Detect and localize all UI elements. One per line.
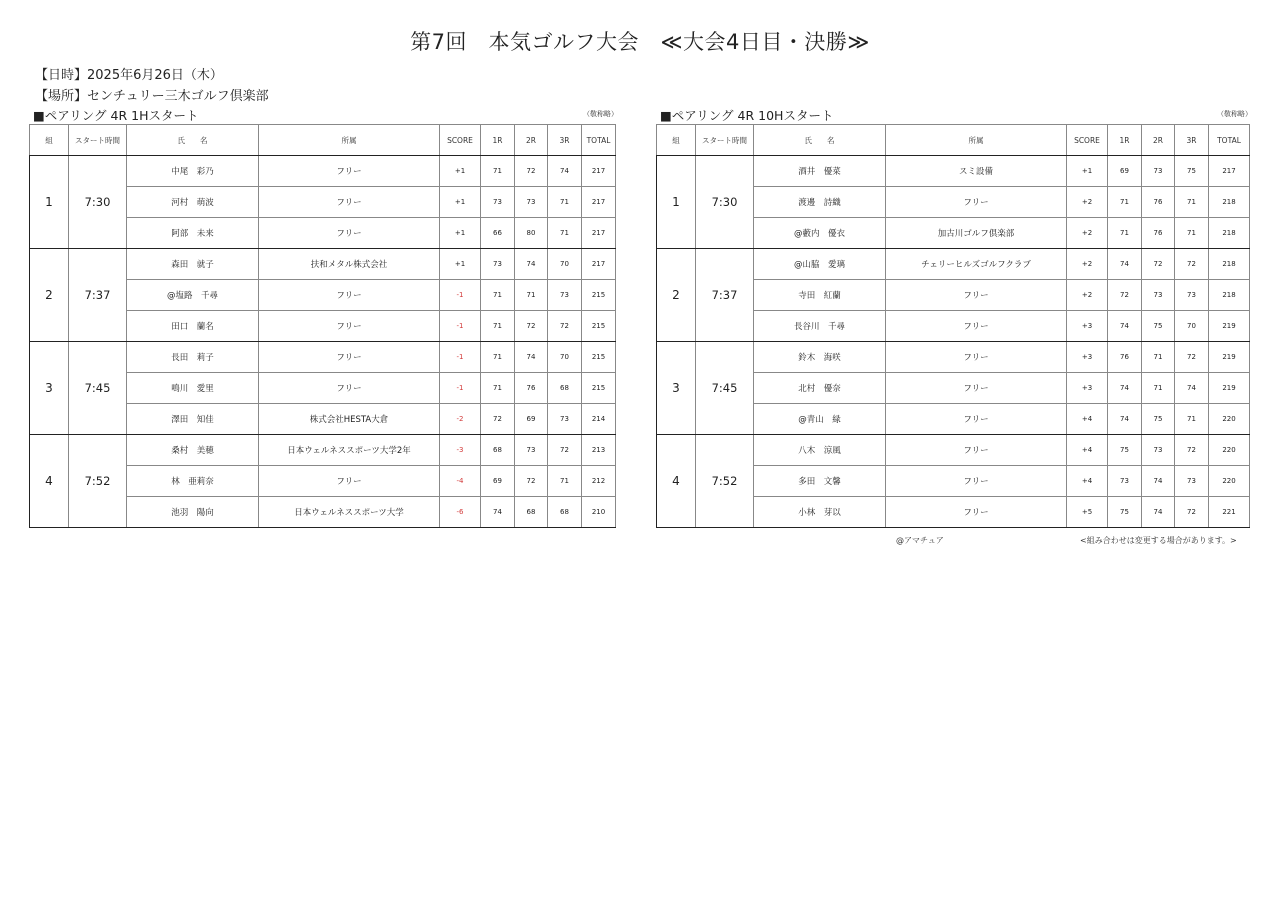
col-header-r3: 3R (548, 125, 582, 156)
round2-score: 72 (515, 311, 548, 342)
total-score: 217 (582, 218, 616, 249)
start-time: 7:30 (696, 156, 754, 249)
player-affiliation: フリー (886, 435, 1067, 466)
total-score: 219 (1209, 311, 1250, 342)
total-score: 215 (582, 311, 616, 342)
round2-score: 73 (1142, 280, 1175, 311)
round1-score: 71 (481, 342, 515, 373)
round1-score: 71 (1108, 218, 1142, 249)
pairing-table-10h (656, 124, 1250, 528)
player-name: 酒井 優菜 (754, 156, 886, 187)
total-score: 220 (1209, 435, 1250, 466)
player-affiliation: フリー (886, 497, 1067, 528)
round1-score: 74 (1108, 249, 1142, 280)
round2-score: 74 (1142, 466, 1175, 497)
player-score: +1 (440, 249, 481, 280)
total-score: 218 (1209, 280, 1250, 311)
player-row (30, 156, 616, 187)
col-header-score: SCORE (440, 125, 481, 156)
player-name: 河村 萌波 (127, 187, 259, 218)
player-affiliation: フリー (259, 311, 440, 342)
round2-score: 74 (515, 249, 548, 280)
player-score: +4 (1067, 435, 1108, 466)
player-row (657, 249, 1250, 280)
group-number: 1 (30, 156, 69, 249)
total-score: 217 (582, 156, 616, 187)
round1-score: 74 (1108, 311, 1142, 342)
round2-score: 71 (1142, 342, 1175, 373)
player-affiliation: フリー (886, 187, 1067, 218)
group-number: 4 (657, 435, 696, 528)
start-time: 7:37 (69, 249, 127, 342)
start-time: 7:37 (696, 249, 754, 342)
player-score: -3 (440, 435, 481, 466)
start-time: 7:52 (69, 435, 127, 528)
round3-score: 68 (548, 373, 582, 404)
total-score: 218 (1209, 187, 1250, 218)
round1-score: 71 (481, 280, 515, 311)
col-header-r2: 2R (1142, 125, 1175, 156)
player-affiliation: 加古川ゴルフ倶楽部 (886, 218, 1067, 249)
round1-score: 74 (481, 497, 515, 528)
player-score: +2 (1067, 280, 1108, 311)
total-score: 220 (1209, 404, 1250, 435)
total-score: 213 (582, 435, 616, 466)
round1-score: 69 (1108, 156, 1142, 187)
player-name: 桑村 美穂 (127, 435, 259, 466)
player-score: -4 (440, 466, 481, 497)
start-time: 7:45 (696, 342, 754, 435)
col-header-total: TOTAL (1209, 125, 1250, 156)
round2-score: 76 (1142, 187, 1175, 218)
total-score: 217 (582, 249, 616, 280)
player-score: +3 (1067, 373, 1108, 404)
group-number: 3 (657, 342, 696, 435)
round2-score: 73 (515, 187, 548, 218)
player-name: 田口 蘭名 (127, 311, 259, 342)
round3-score: 70 (548, 342, 582, 373)
round2-score: 76 (1142, 218, 1175, 249)
group-number: 1 (657, 156, 696, 249)
player-score: +1 (1067, 156, 1108, 187)
round3-score: 72 (1175, 342, 1209, 373)
player-row (30, 342, 616, 373)
col-header-affiliation: 所属 (886, 125, 1067, 156)
total-score: 218 (1209, 218, 1250, 249)
round2-score: 73 (515, 435, 548, 466)
total-score: 215 (582, 342, 616, 373)
player-name: @塩路 千尋 (127, 280, 259, 311)
player-name: 長谷川 千尋 (754, 311, 886, 342)
player-row (657, 435, 1250, 466)
change-note: <組み合わせは変更する場合があります。> (1080, 536, 1237, 545)
player-affiliation: フリー (259, 342, 440, 373)
round2-score: 76 (515, 373, 548, 404)
round1-score: 73 (481, 249, 515, 280)
player-score: -6 (440, 497, 481, 528)
player-affiliation: フリー (259, 218, 440, 249)
round3-score: 71 (1175, 218, 1209, 249)
total-score: 210 (582, 497, 616, 528)
col-header-r2: 2R (515, 125, 548, 156)
player-name: 澤田 知佳 (127, 404, 259, 435)
round3-score: 71 (1175, 404, 1209, 435)
round2-score: 74 (515, 342, 548, 373)
total-score: 214 (582, 404, 616, 435)
total-score: 220 (1209, 466, 1250, 497)
player-name: 中尾 彩乃 (127, 156, 259, 187)
round2-score: 69 (515, 404, 548, 435)
round2-score: 72 (515, 156, 548, 187)
round3-score: 75 (1175, 156, 1209, 187)
round2-score: 74 (1142, 497, 1175, 528)
player-affiliation: フリー (259, 373, 440, 404)
total-score: 212 (582, 466, 616, 497)
player-name: 長田 莉子 (127, 342, 259, 373)
total-score: 217 (582, 187, 616, 218)
round2-score: 68 (515, 497, 548, 528)
player-name: 北村 優奈 (754, 373, 886, 404)
round3-score: 71 (1175, 187, 1209, 218)
player-score: -1 (440, 342, 481, 373)
pairing-table-1h (29, 124, 616, 528)
player-affiliation: 株式会社HESTA大倉 (259, 404, 440, 435)
event-venue: 【場所】センチュリー三木ゴルフ倶楽部 (35, 89, 269, 104)
player-score: +2 (1067, 187, 1108, 218)
round2-score: 80 (515, 218, 548, 249)
start-time: 7:45 (69, 342, 127, 435)
player-name: @山脇 愛璃 (754, 249, 886, 280)
player-name: 森田 就子 (127, 249, 259, 280)
round3-score: 73 (548, 404, 582, 435)
total-score: 215 (582, 280, 616, 311)
player-affiliation: フリー (259, 156, 440, 187)
round3-score: 68 (548, 497, 582, 528)
player-name: 寺田 紅蘭 (754, 280, 886, 311)
round1-score: 73 (481, 187, 515, 218)
round1-score: 72 (1108, 280, 1142, 311)
col-header-group: 組 (657, 125, 696, 156)
table-header-row (657, 125, 1250, 156)
page-title: 第7回 本気ゴルフ大会 ≪大会4日目・決勝≫ (410, 30, 870, 54)
round1-score: 71 (481, 311, 515, 342)
honorific-note-1h: （敬称略） (583, 110, 618, 118)
player-score: +1 (440, 156, 481, 187)
round2-score: 75 (1142, 311, 1175, 342)
total-score: 219 (1209, 373, 1250, 404)
player-row (30, 249, 616, 280)
col-header-start: スタート時間 (696, 125, 754, 156)
round1-score: 73 (1108, 466, 1142, 497)
col-header-r3: 3R (1175, 125, 1209, 156)
player-score: -1 (440, 280, 481, 311)
player-affiliation: フリー (259, 280, 440, 311)
player-affiliation: 日本ウェルネススポーツ大学2年 (259, 435, 440, 466)
round1-score: 74 (1108, 404, 1142, 435)
player-row (657, 342, 1250, 373)
round1-score: 75 (1108, 435, 1142, 466)
player-score: -2 (440, 404, 481, 435)
total-score: 217 (1209, 156, 1250, 187)
col-header-start: スタート時間 (69, 125, 127, 156)
total-score: 219 (1209, 342, 1250, 373)
total-score: 221 (1209, 497, 1250, 528)
round2-score: 71 (1142, 373, 1175, 404)
col-header-r1: 1R (481, 125, 515, 156)
player-score: +2 (1067, 218, 1108, 249)
player-name: 鈴木 海咲 (754, 342, 886, 373)
player-affiliation: フリー (259, 466, 440, 497)
player-name: 池羽 陽向 (127, 497, 259, 528)
player-score: +1 (440, 187, 481, 218)
round1-score: 75 (1108, 497, 1142, 528)
group-number: 4 (30, 435, 69, 528)
round2-score: 71 (515, 280, 548, 311)
round3-score: 72 (1175, 497, 1209, 528)
col-header-group: 組 (30, 125, 69, 156)
player-name: 林 亜莉奈 (127, 466, 259, 497)
player-score: +3 (1067, 311, 1108, 342)
player-name: @青山 緑 (754, 404, 886, 435)
player-affiliation: フリー (886, 342, 1067, 373)
round1-score: 76 (1108, 342, 1142, 373)
round1-score: 71 (1108, 187, 1142, 218)
player-score: +4 (1067, 404, 1108, 435)
player-affiliation: フリー (886, 311, 1067, 342)
col-header-score: SCORE (1067, 125, 1108, 156)
player-name: 渡邊 詩織 (754, 187, 886, 218)
round1-score: 74 (1108, 373, 1142, 404)
round2-score: 73 (1142, 156, 1175, 187)
start-time: 7:52 (696, 435, 754, 528)
player-name: 阿部 未来 (127, 218, 259, 249)
round1-score: 69 (481, 466, 515, 497)
player-score: +5 (1067, 497, 1108, 528)
table-header-row (30, 125, 616, 156)
round3-score: 73 (1175, 280, 1209, 311)
amateur-note: @アマチュア (896, 536, 944, 545)
round1-score: 68 (481, 435, 515, 466)
player-score: -1 (440, 373, 481, 404)
player-name: 八木 涼風 (754, 435, 886, 466)
round3-score: 71 (548, 187, 582, 218)
player-affiliation: フリー (259, 187, 440, 218)
player-affiliation: 扶和メタル株式会社 (259, 249, 440, 280)
player-affiliation: フリー (886, 373, 1067, 404)
round3-score: 71 (548, 466, 582, 497)
round1-score: 71 (481, 373, 515, 404)
col-header-name: 氏 名 (754, 125, 886, 156)
player-affiliation: スミ設備 (886, 156, 1067, 187)
total-score: 218 (1209, 249, 1250, 280)
player-score: -1 (440, 311, 481, 342)
player-row (30, 435, 616, 466)
round2-score: 72 (1142, 249, 1175, 280)
col-header-r1: 1R (1108, 125, 1142, 156)
round3-score: 72 (548, 435, 582, 466)
round3-score: 74 (548, 156, 582, 187)
round1-score: 72 (481, 404, 515, 435)
player-name: 多田 文馨 (754, 466, 886, 497)
start-time: 7:30 (69, 156, 127, 249)
round2-score: 72 (515, 466, 548, 497)
round3-score: 74 (1175, 373, 1209, 404)
player-score: +1 (440, 218, 481, 249)
event-date: 【日時】2025年6月26日（木） (35, 68, 223, 83)
player-affiliation: フリー (886, 404, 1067, 435)
col-header-name: 氏 名 (127, 125, 259, 156)
round1-score: 66 (481, 218, 515, 249)
round2-score: 73 (1142, 435, 1175, 466)
group-number: 2 (30, 249, 69, 342)
round3-score: 70 (548, 249, 582, 280)
player-score: +3 (1067, 342, 1108, 373)
section-label-1h: ■ペアリング 4R 1Hスタート (33, 108, 199, 123)
round3-score: 70 (1175, 311, 1209, 342)
honorific-note-10h: （敬称略） (1217, 110, 1252, 118)
round2-score: 75 (1142, 404, 1175, 435)
total-score: 215 (582, 373, 616, 404)
player-score: +2 (1067, 249, 1108, 280)
round3-score: 73 (1175, 466, 1209, 497)
player-name: 鳴川 愛里 (127, 373, 259, 404)
player-affiliation: フリー (886, 280, 1067, 311)
round3-score: 73 (548, 280, 582, 311)
player-name: 小林 芽以 (754, 497, 886, 528)
player-name: @藪内 優衣 (754, 218, 886, 249)
col-header-affiliation: 所属 (259, 125, 440, 156)
player-row (657, 156, 1250, 187)
player-affiliation: チェリーヒルズゴルフクラブ (886, 249, 1067, 280)
player-score: +4 (1067, 466, 1108, 497)
player-affiliation: 日本ウェルネススポーツ大学 (259, 497, 440, 528)
round3-score: 72 (1175, 435, 1209, 466)
group-number: 3 (30, 342, 69, 435)
round3-score: 72 (548, 311, 582, 342)
round3-score: 72 (1175, 249, 1209, 280)
round1-score: 71 (481, 156, 515, 187)
player-affiliation: フリー (886, 466, 1067, 497)
section-label-10h: ■ペアリング 4R 10Hスタート (660, 108, 834, 123)
col-header-total: TOTAL (582, 125, 616, 156)
round3-score: 71 (548, 218, 582, 249)
group-number: 2 (657, 249, 696, 342)
